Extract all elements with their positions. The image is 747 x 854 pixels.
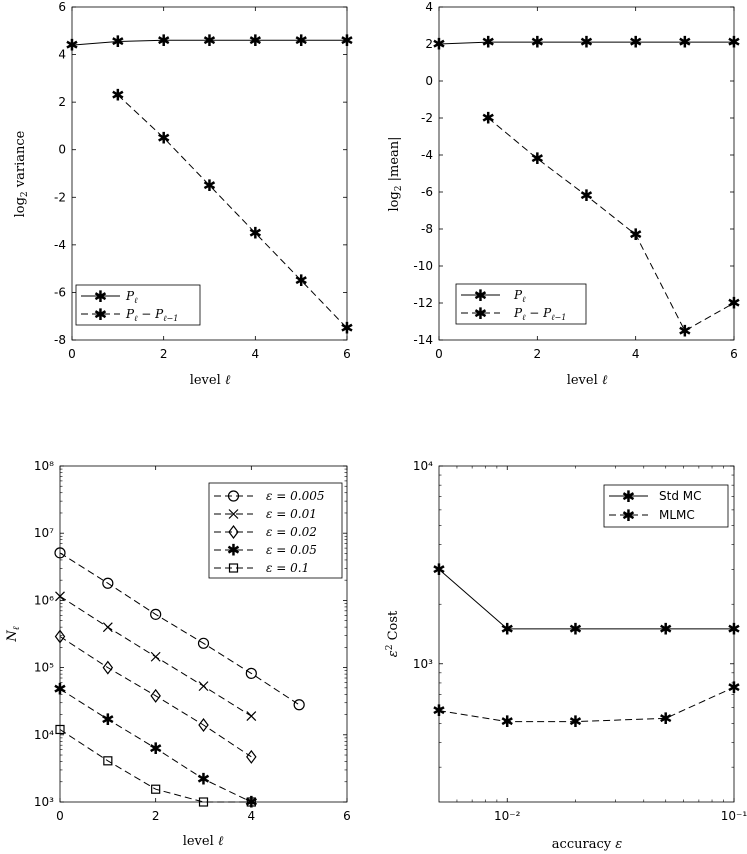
asterisk-marker: ✱ [568, 619, 583, 639]
asterisk-marker: ✱ [294, 30, 308, 50]
legend-marker-diff: ✱ [473, 304, 488, 323]
asterisk-marker: ✱ [500, 712, 514, 732]
asterisk-marker: ✱ [65, 35, 79, 55]
asterisk-marker: ✱ [727, 677, 741, 697]
asterisk-marker: ✱ [727, 293, 741, 313]
x-tick-label: 6 [343, 809, 351, 823]
x-tick-label: 10⁻² [494, 809, 521, 823]
series-line [439, 687, 734, 721]
asterisk-marker: ✱ [568, 712, 583, 732]
y-tick-label: 0 [425, 74, 433, 88]
legend [209, 483, 342, 578]
y-tick-label: 10³ [33, 795, 54, 809]
y-tick-label: 6 [58, 0, 66, 14]
x-tick-label: 0 [435, 347, 443, 361]
x-marker [247, 712, 256, 721]
y-axis-label: $N_\ell$ [5, 626, 22, 642]
x-axis-label: accuracy ε [551, 837, 623, 852]
x-tick-label: 10⁻¹ [720, 809, 747, 823]
y-tick-label: -12 [413, 296, 433, 310]
y-tick-label: 0 [58, 142, 66, 157]
asterisk-marker: ✱ [678, 321, 692, 341]
asterisk-marker: ✱ [530, 32, 545, 52]
y-tick-label: 10³ [412, 656, 433, 671]
legend-label-p: $P_\ell$ [126, 289, 138, 305]
asterisk-marker: ✱ [628, 225, 643, 245]
circle-marker [294, 700, 304, 710]
asterisk-marker: ✱ [432, 701, 446, 721]
asterisk-marker: ✱ [156, 30, 171, 50]
legend-entry [214, 507, 317, 521]
asterisk-marker: ✱ [500, 619, 514, 639]
series-5 [56, 725, 255, 806]
asterisk-marker: ✱ [101, 709, 115, 729]
asterisk-marker: ✱ [432, 34, 446, 54]
y-axis-label: $\log_2$ variance [13, 130, 30, 218]
asterisk-marker: ✱ [226, 540, 241, 560]
legend-label-mlmc: MLMC [659, 508, 695, 522]
x-marker [199, 682, 208, 691]
y-tick-label: 10⁵ [33, 660, 54, 675]
x-tick-label: 4 [251, 347, 260, 361]
y-tick-label: 10⁸ [33, 459, 54, 473]
legend-label-diff: $P_\ell - P_{\ell-1}$ [126, 307, 179, 323]
asterisk-marker: ✱ [202, 175, 217, 195]
y-tick-label: -6 [54, 285, 66, 300]
legend-label: ε = 0.01 [266, 507, 317, 521]
y-tick-label: 10⁷ [33, 526, 54, 541]
y-tick-label: 10⁴ [412, 459, 433, 473]
y-tick-label: 4 [425, 0, 433, 14]
x-tick-label: 4 [631, 347, 640, 361]
diamond-marker [247, 751, 256, 763]
x-axis-label: level ℓ [189, 373, 231, 388]
asterisk-marker: ✱ [727, 619, 741, 639]
asterisk-marker: ✱ [248, 30, 263, 50]
x-axis-label: level ℓ [182, 834, 224, 849]
asterisk-marker: ✱ [111, 85, 125, 105]
y-tick-label: -8 [421, 222, 433, 236]
legend-marker-stdmc: ✱ [621, 487, 636, 506]
asterisk-marker: ✱ [248, 223, 263, 243]
y-tick-label: -8 [54, 333, 66, 347]
asterisk-marker: ✱ [53, 679, 67, 699]
asterisk-marker: ✱ [727, 32, 741, 52]
y-tick-label: -10 [413, 259, 433, 273]
x-axis-label: level ℓ [566, 373, 608, 388]
legend-label-p: $P_\ell$ [514, 288, 526, 304]
asterisk-marker: ✱ [111, 31, 125, 51]
asterisk-marker: ✱ [481, 32, 495, 52]
y-tick-label: 10⁴ [33, 727, 54, 742]
x-marker [103, 623, 112, 632]
asterisk-marker: ✱ [202, 30, 217, 50]
y-tick-label: -2 [54, 190, 66, 205]
asterisk-marker: ✱ [340, 30, 354, 50]
legend-marker-diff: ✱ [93, 305, 108, 324]
legend [604, 485, 728, 527]
y-tick-label: -6 [421, 185, 433, 199]
asterisk-marker: ✱ [432, 559, 446, 579]
asterisk-marker: ✱ [196, 769, 211, 789]
asterisk-marker: ✱ [659, 708, 673, 728]
asterisk-marker: ✱ [294, 271, 308, 291]
y-tick-label: -2 [421, 111, 433, 125]
x-tick-label: 6 [730, 347, 738, 361]
legend-marker-mlmc: ✱ [621, 506, 636, 525]
legend-label: ε = 0.02 [266, 525, 317, 539]
asterisk-marker: ✱ [156, 128, 171, 148]
asterisk-marker: ✱ [579, 32, 594, 52]
y-tick-label: 10⁶ [33, 593, 54, 608]
asterisk-marker: ✱ [340, 318, 354, 338]
legend-marker-p: ✱ [473, 286, 488, 305]
x-tick-label: 0 [56, 809, 64, 823]
series-1 [432, 560, 740, 639]
asterisk-marker: ✱ [628, 32, 643, 52]
legend [76, 285, 200, 325]
y-tick-label: 4 [58, 47, 66, 62]
asterisk-marker: ✱ [678, 32, 692, 52]
y-tick-label: 2 [425, 37, 433, 51]
legend-label: ε = 0.05 [266, 543, 317, 557]
y-tick-label: -14 [413, 333, 433, 347]
series-1 [432, 33, 740, 54]
x-tick-label: 6 [343, 347, 351, 361]
legend-entry [214, 541, 317, 560]
panel-samples [5, 466, 347, 849]
y-axis-label: $\log_2$ |mean| [387, 136, 404, 212]
x-tick-label: 2 [159, 347, 168, 361]
legend [456, 284, 586, 324]
y-tick-label: -4 [54, 237, 66, 252]
x-tick-label: 4 [247, 809, 256, 823]
x-marker [151, 652, 160, 661]
y-tick-label: -4 [421, 148, 433, 162]
asterisk-marker: ✱ [659, 619, 673, 639]
x-tick-label: 2 [151, 809, 160, 823]
x-tick-label: 0 [68, 347, 76, 361]
series-line [439, 569, 734, 629]
legend-label-diff: $P_\ell - P_{\ell-1}$ [514, 306, 567, 322]
x-tick-label: 2 [533, 347, 542, 361]
series-2 [432, 678, 740, 731]
asterisk-marker: ✱ [530, 149, 545, 169]
panel-cost [385, 466, 734, 852]
legend-label-stdmc: Std MC [659, 489, 702, 503]
asterisk-marker: ✱ [244, 792, 259, 812]
legend-label: ε = 0.005 [266, 489, 325, 503]
series-1 [65, 31, 353, 55]
asterisk-marker: ✱ [481, 108, 495, 128]
y-axis-label: $\varepsilon^2$ Cost [385, 610, 401, 658]
asterisk-marker: ✱ [579, 186, 594, 206]
y-tick-label: 2 [58, 95, 66, 110]
legend-label: ε = 0.1 [266, 561, 310, 575]
asterisk-marker: ✱ [148, 738, 163, 758]
legend-marker-p: ✱ [93, 287, 108, 306]
